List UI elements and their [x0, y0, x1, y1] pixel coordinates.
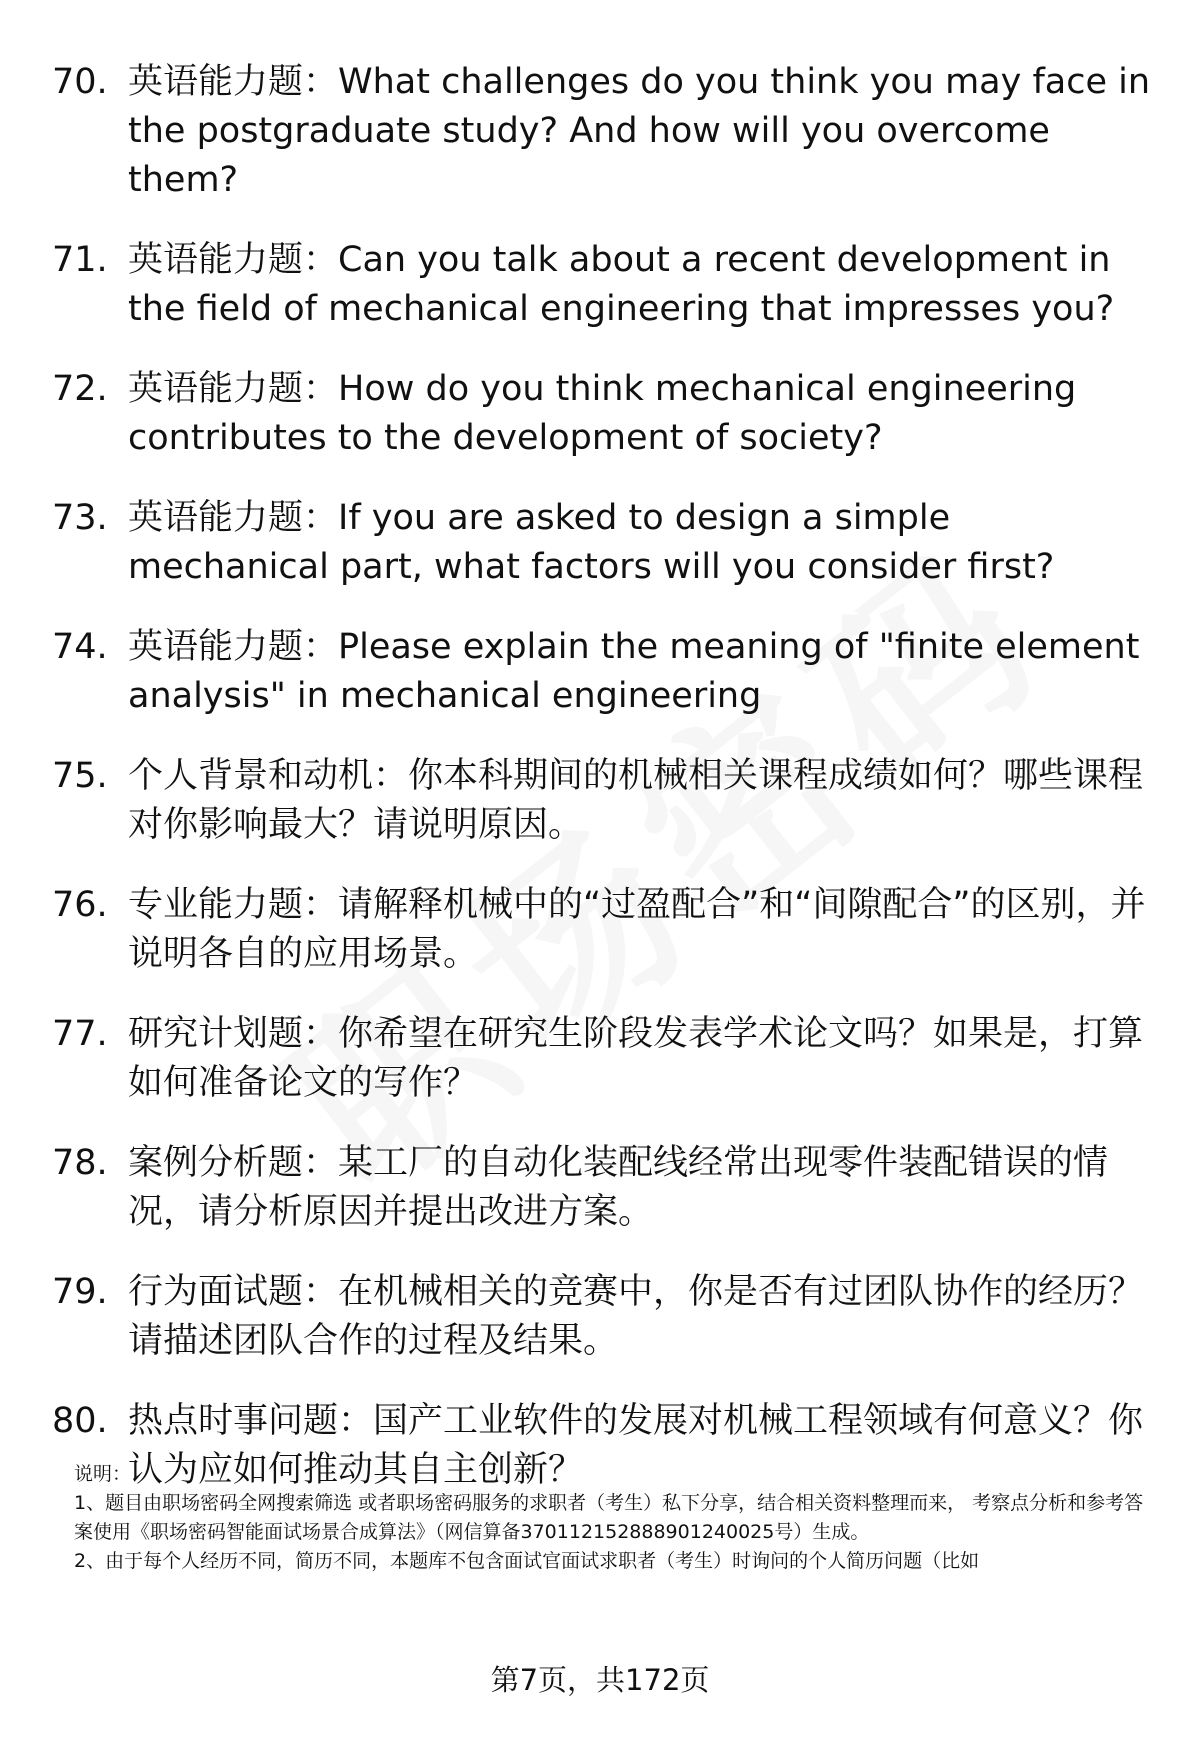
question-item [52, 1268, 1162, 1366]
question-number: 75. [52, 756, 108, 796]
notes-section [74, 1460, 1154, 1576]
page-number-footer: 第7页，共172页 [490, 1663, 710, 1697]
notes-heading: 说明： [74, 1463, 132, 1485]
question-number: 80. [52, 1401, 108, 1441]
question-text: 专业能力题：请解释机械中的“过盈配合”和“间隙配合”的区别，并说明各自的应用场景。 [128, 885, 1146, 974]
question-item [52, 494, 1162, 592]
question-number: 70. [52, 62, 108, 102]
question-item [52, 58, 1162, 205]
question-number: 73. [52, 498, 108, 538]
question-text: 英语能力题：Please explain the meaning of "finite element analysis" in mechanical engineering [128, 627, 1140, 716]
question-number: 71. [52, 240, 108, 280]
question-text: 研究计划题：你希望在研究生阶段发表学术论文吗？如果是，打算如何准备论文的写作？ [128, 1014, 1144, 1103]
question-item [52, 236, 1162, 334]
question-list [52, 58, 1162, 1526]
question-number: 74. [52, 627, 108, 667]
question-number: 79. [52, 1272, 108, 1312]
question-item [52, 881, 1162, 979]
question-item [52, 1010, 1162, 1108]
question-number: 76. [52, 885, 108, 925]
question-number: 77. [52, 1014, 108, 1054]
notes-item-2: 2、由于每个人经历不同，简历不同，本题库不包含面试官面试求职者（考生）时询问的个人简历问题（比如 [74, 1550, 980, 1572]
question-number: 78. [52, 1143, 108, 1183]
question-text: 案例分析题：某工厂的自动化装配线经常出现零件装配错误的情况，请分析原因并提出改进方案。 [128, 1143, 1109, 1232]
notes-item-1: 1、题目由职场密码全网搜索筛选 或者职场密码服务的求职者（考生）私下分享，结合相关资料整理而来， 考察点分析和参考答案使用《职场密码智能面试场景合成算法》（网信算备370112152888901240025号）生成。 [74, 1492, 1144, 1543]
question-text: 英语能力题：If you are asked to design a simple mechanical part, what factors will you consider first? [128, 498, 1055, 587]
question-item [52, 1139, 1162, 1237]
question-text: 英语能力题：Can you talk about a recent development in the field of mechanical engineering that impresses you? [128, 240, 1115, 329]
question-item [52, 365, 1162, 463]
question-text: 热点时事问题：国产工业软件的发展对机械工程领域有何意义？你认为应如何推动其自主创新？ [128, 1401, 1144, 1490]
question-text: 英语能力题：How do you think mechanical engineering contributes to the development of society? [128, 369, 1077, 458]
question-item [52, 752, 1162, 850]
question-item [52, 623, 1162, 721]
question-text: 英语能力题：What challenges do you think you may face in the postgraduate study? And how will you overcome them? [128, 62, 1151, 200]
question-number: 72. [52, 369, 108, 409]
question-text: 行为面试题：在机械相关的竞赛中，你是否有过团队协作的经历？请描述团队合作的过程及结果。 [128, 1272, 1144, 1361]
question-text: 个人背景和动机：你本科期间的机械相关课程成绩如何？哪些课程对你影响最大？请说明原因。 [128, 756, 1144, 845]
